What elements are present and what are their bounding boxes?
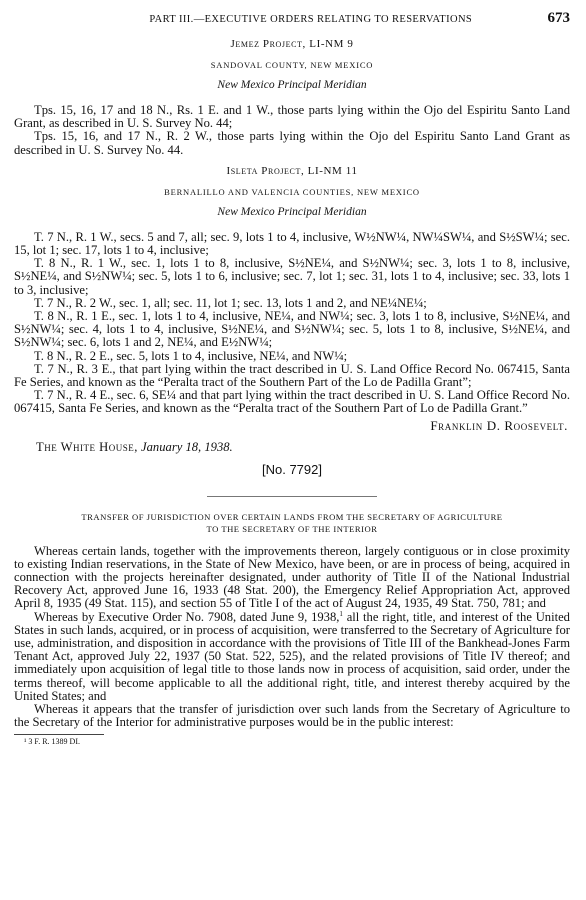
section-divider [207, 496, 377, 497]
isleta-paragraph: T. 8 N., R. 1 W., sec. 1, lots 1 to 8, inclusive, S½NE¼, and S½NW¼; sec. 3, lots 1 to 8, inclusive, S½NE¼, and S½NW¼; sec. 5, lots 1 to 6, inclusive; sec. 7, lot 1; sec. 31, lots 1 to 4, inclusive; sec. 33, lots 1 to 3, inclusive; [14, 256, 570, 297]
jemez-paragraph: Tps. 15, 16, and 17 N., R. 2 W., those parts lying within the Ojo del Espiritu Santo Land Grant as described in U. S. Survey No. 44. [14, 129, 570, 157]
isleta-paragraph: T. 7 N., R. 3 E., that part lying within the tract described in U. S. Land Office Record No. 067415, Santa Fe Series, and known as the “Peralta tract of the Southern Part of the Lo de Padilla Grant”; [14, 361, 570, 390]
isleta-project-title: Isleta Project, LI-NM 11 [226, 164, 358, 177]
running-head [14, 10, 570, 32]
running-title: PART III.—EXECUTIVE ORDERS RELATING TO RESERVATIONS [149, 14, 473, 25]
isleta-paragraph: T. 8 N., R. 1 E., sec. 1, lots 1 to 4, inclusive, NE¼, and NW¼; sec. 3, lots 1 to 8, inclusive, S½NE¼, and S½NW¼; sec. 4, lots 1 to 4, inclusive, S½NE¼, and S½NW¼; sec. 5, lots 1 to 8, inclusive, S½NE¼, and S½NW¼; sec. 6, lots 1 and 2, NE¼, and E½NW¼; [14, 309, 570, 350]
footnote-divider [14, 734, 104, 735]
isleta-meridian: New Mexico Principal Meridian [217, 205, 367, 218]
order-number: [No. 7792] [262, 461, 322, 477]
jemez-project-title: Jemez Project, LI-NM 9 [230, 38, 354, 50]
isleta-paragraph: T. 8 N., R. 2 E., sec. 5, lots 1 to 4, inclusive, NE¼, and NW¼; [34, 348, 348, 363]
jemez-county: SANDOVAL COUNTY, NEW MEXICO [210, 60, 374, 70]
footnote: ¹ 3 F. R. 1389 DI. [24, 736, 80, 746]
isleta-paragraph: T. 7 N., R. 4 E., sec. 6, SE¼ and that part lying within the tract described in U. S. Land Office Record No. 067415, Santa Fe Series, and known as the “Peralta tract of the Southern Part of Lo de Padilla Grant.” [14, 388, 570, 416]
isleta-paragraph: T. 7 N., R. 1 W., secs. 5 and 7, all; sec. 9, lots 1 to 4, inclusive, W½NW¼, NW¼SW¼, and S½SW¼; sec. 15, lot 1; sec. 17, lots 1 to 4, inclusive; [14, 229, 570, 258]
isleta-paragraph: T. 7 N., R. 2 W., sec. 1, all; sec. 11, lot 1; sec. 13, lots 1 and 2, and NE¼NE¼; [34, 295, 427, 310]
transfer-paragraph: Whereas certain lands, together with the improvements thereon, largely contiguous or in close proximity to existing Indian reservations, in the State of New Mexico, have been, or are in process of being, acquired in connection with the projects hereinafter designated, under authority of Title II of the National Industrial Recovery Act, approved June 16, 1933 (48 Stat. 200), the Emergency Relief Appropriation Act, approved April 8, 1935 (49 Stat. 115), and section 55 of Title I of the act of August 24, 1935, 49 Stat. 750, 781; and [14, 543, 570, 611]
signature: Franklin D. Roosevelt. [430, 417, 568, 433]
footnote-marker: 1 [339, 609, 343, 618]
page-number: 673 [547, 10, 570, 26]
dateline [14, 440, 570, 458]
order-date: January 18, 1938. [141, 439, 233, 454]
jemez-paragraph: Tps. 15, 16, 17 and 18 N., Rs. 1 E. and 1 W., those parts lying within the Ojo del Espiritu Santo Land Grant, as described in U. S. Survey No. 44; [14, 103, 570, 131]
transfer-paragraph: Whereas by Executive Order No. 7908, dated June 9, 1938,$^1$ all the right, title, and interest of the United States in such lands, acquired, or in process of acquisition, were transferred to the Secretary of Agriculture for use, administration, and disposition in accordance with the provisions of Title III of the Bankhead-Jones Farm Tenant Act, approved July 22, 1937 (50 Stat. 522, 525), and the related provisions of Title IV thereof; and immediately upon acquisition of legal title to those lands now in process of acquisition, said order, under the terms thereof, will become applicable to all the additional right, title, and interest thereby acquired by the United States; and [14, 609, 570, 703]
document-page [14, 10, 570, 746]
jemez-meridian: New Mexico Principal Meridian [217, 79, 367, 91]
transfer-paragraph: Whereas it appears that the transfer of jurisdiction over such lands from the Secretary of Agriculture to the Secretary of the Interior for administrative purposes would be in the public interest: [14, 702, 570, 730]
transfer-title: TRANSFER OF JURISDICTION OVER CERTAIN LANDS FROM THE SECRETARY OF AGRICULTURE TO THE SECRETARY OF THE INTERIOR [81, 511, 503, 534]
white-house: The White House, [36, 439, 138, 454]
isleta-county: BERNALILLO AND VALENCIA COUNTIES, NEW MEXICO [164, 186, 420, 197]
